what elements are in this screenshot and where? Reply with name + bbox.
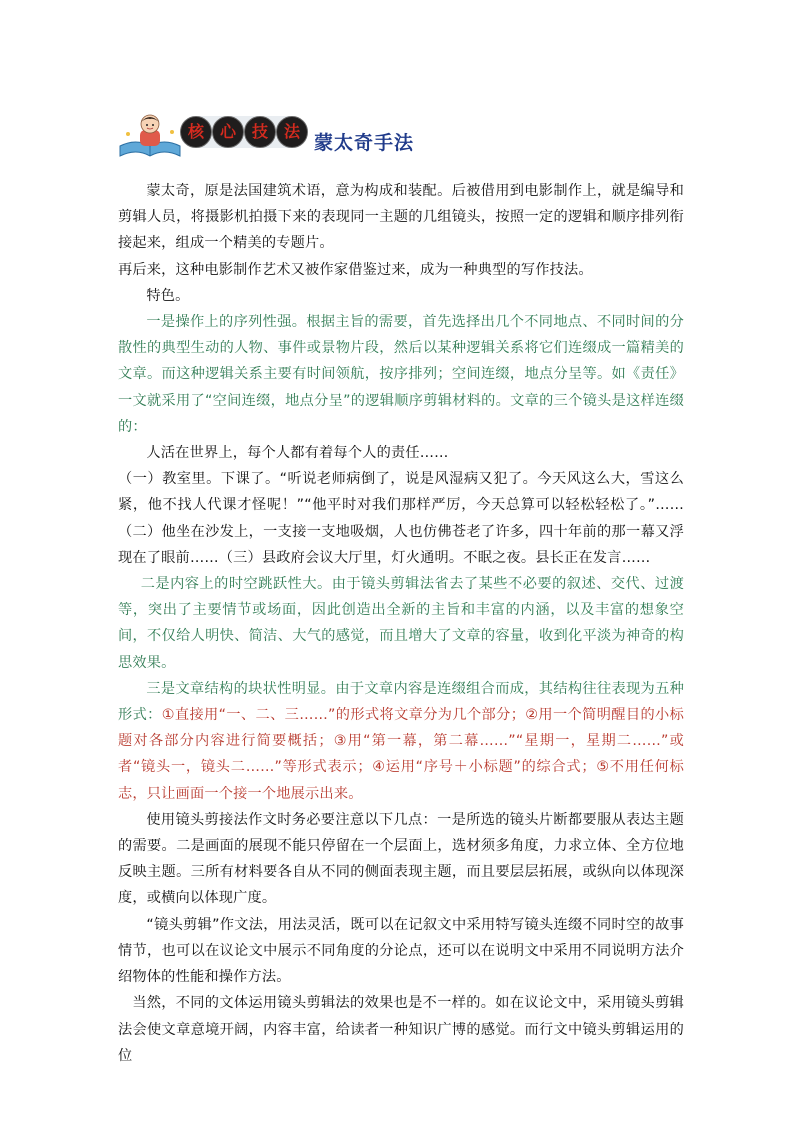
article-body (118, 178, 684, 1069)
badge-1: 核 (180, 116, 212, 148)
badge-group (180, 116, 308, 148)
paragraph-feature-three (118, 676, 684, 807)
badge-4: 法 (276, 116, 308, 148)
feature-three-lead: 三是文章结构的块状性明显。由于文章内容是连缀组合而成，其结构往往表现为五种形式： (118, 680, 684, 724)
paragraph-notes: 使用镜头剪接法作文时务必要注意以下几点：一是所选的镜头片断都要服从表达主题的需要。二是画面的展现不能只停留在一个层面上，选材须多角度，力求立体、全方位地反映主题。三所有材料要各自从不同的侧面表现主题，而且要层层拓展，或纵向以体现深度，或横向以体现广度。 (118, 811, 684, 907)
paragraph-feature-one: 一是操作上的序列性强。根据主旨的需要，首先选择出几个不同地点、不同时间的分散性的典型生动的人物、事件或景物片段，然后以某种逻辑关系将它们连缀成一篇精美的文章。而这种逻辑关系主要有时间领航，按序排列；空间连缀，地点分呈等。如《责任》一文就采用了“空间连缀，地点分呈”的逻辑顺序剪辑材料的。文章的三个镜头是这样连缀的： (118, 314, 684, 435)
reading-child-icon (118, 112, 182, 160)
paragraph-feature-two: 二是内容上的时空跳跃性大。由于镜头剪辑法省去了某些不必要的叙述、交代、过渡等，突出了主要情节或场面，因此创造出全新的主旨和丰富的内涵，以及丰富的想象空间，不仅给人明快、简洁、大气的感觉，而且增大了文章的容量，收到化平淡为神奇的构思效果。 (118, 576, 684, 671)
paragraph-intro: 蒙太奇，原是法国建筑术语，意为构成和装配。后被借用到电影制作上，就是编导和剪辑人员，将摄影机拍摄下来的表现同一主题的几组镜头，按照一定的逻辑和顺序排列衔接起来，组成一个精美的专题片。 (118, 183, 684, 252)
paragraph-example-scenes: （一）教室里。下课了。“听说老师病倒了，说是风湿病又犯了。今天风这么大，雪这么紧，他不找人代课才怪呢！”“他平时对我们那样严厉，今天总算可以轻松轻松了。”……（二）他坐在沙发上，一支接一支地吸烟，人也仿佛苍老了许多，四十年前的那一幕又浮现在了眼前……（三）县政府会议大厅里，灯火通明。不眠之夜。县长正在发言…… (118, 471, 684, 566)
badge-3: 技 (244, 116, 276, 148)
paragraph-features-heading: 特色。 (146, 287, 190, 304)
feature-three-forms: ①直接用“一、二、三……”的形式将文章分为几个部分；②用一个简明醒目的小标题对各部分内容进行简要概括；③用“第一幕，第二幕……”“星期一，星期二……”或者“镜头一，镜头二……”等形式表示；④运用“序号＋小标题”的综合式；⑤不用任何标志，只让画面一个接一个地展示出来。 (118, 707, 684, 802)
badge-2: 心 (212, 116, 244, 148)
section-header (118, 106, 538, 166)
page-title: 蒙太奇手法 (314, 132, 415, 154)
paragraph-later: 再后来，这种电影制作艺术又被作家借鉴过来，成为一种典型的写作技法。 (118, 261, 593, 278)
paragraph-usage: “镜头剪辑”作文法，用法灵活，既可以在记叙文中采用特写镜头连缀不同时空的故事情节，也可以在议论文中展示不同角度的分论点，还可以在说明文中采用不同说明方法介绍物体的性能和操作方法。 (118, 916, 684, 986)
paragraph-example-lead: 人活在世界上，每个人都有着每个人的责任…… (146, 445, 449, 462)
paragraph-genre-effects: 当然，不同的文体运用镜头剪辑法的效果也是不一样的。如在议论文中，采用镜头剪辑法会使文章意境开阔，内容丰富，给读者一种知识广博的感觉。而行文中镜头剪辑运用的位 (118, 995, 684, 1064)
